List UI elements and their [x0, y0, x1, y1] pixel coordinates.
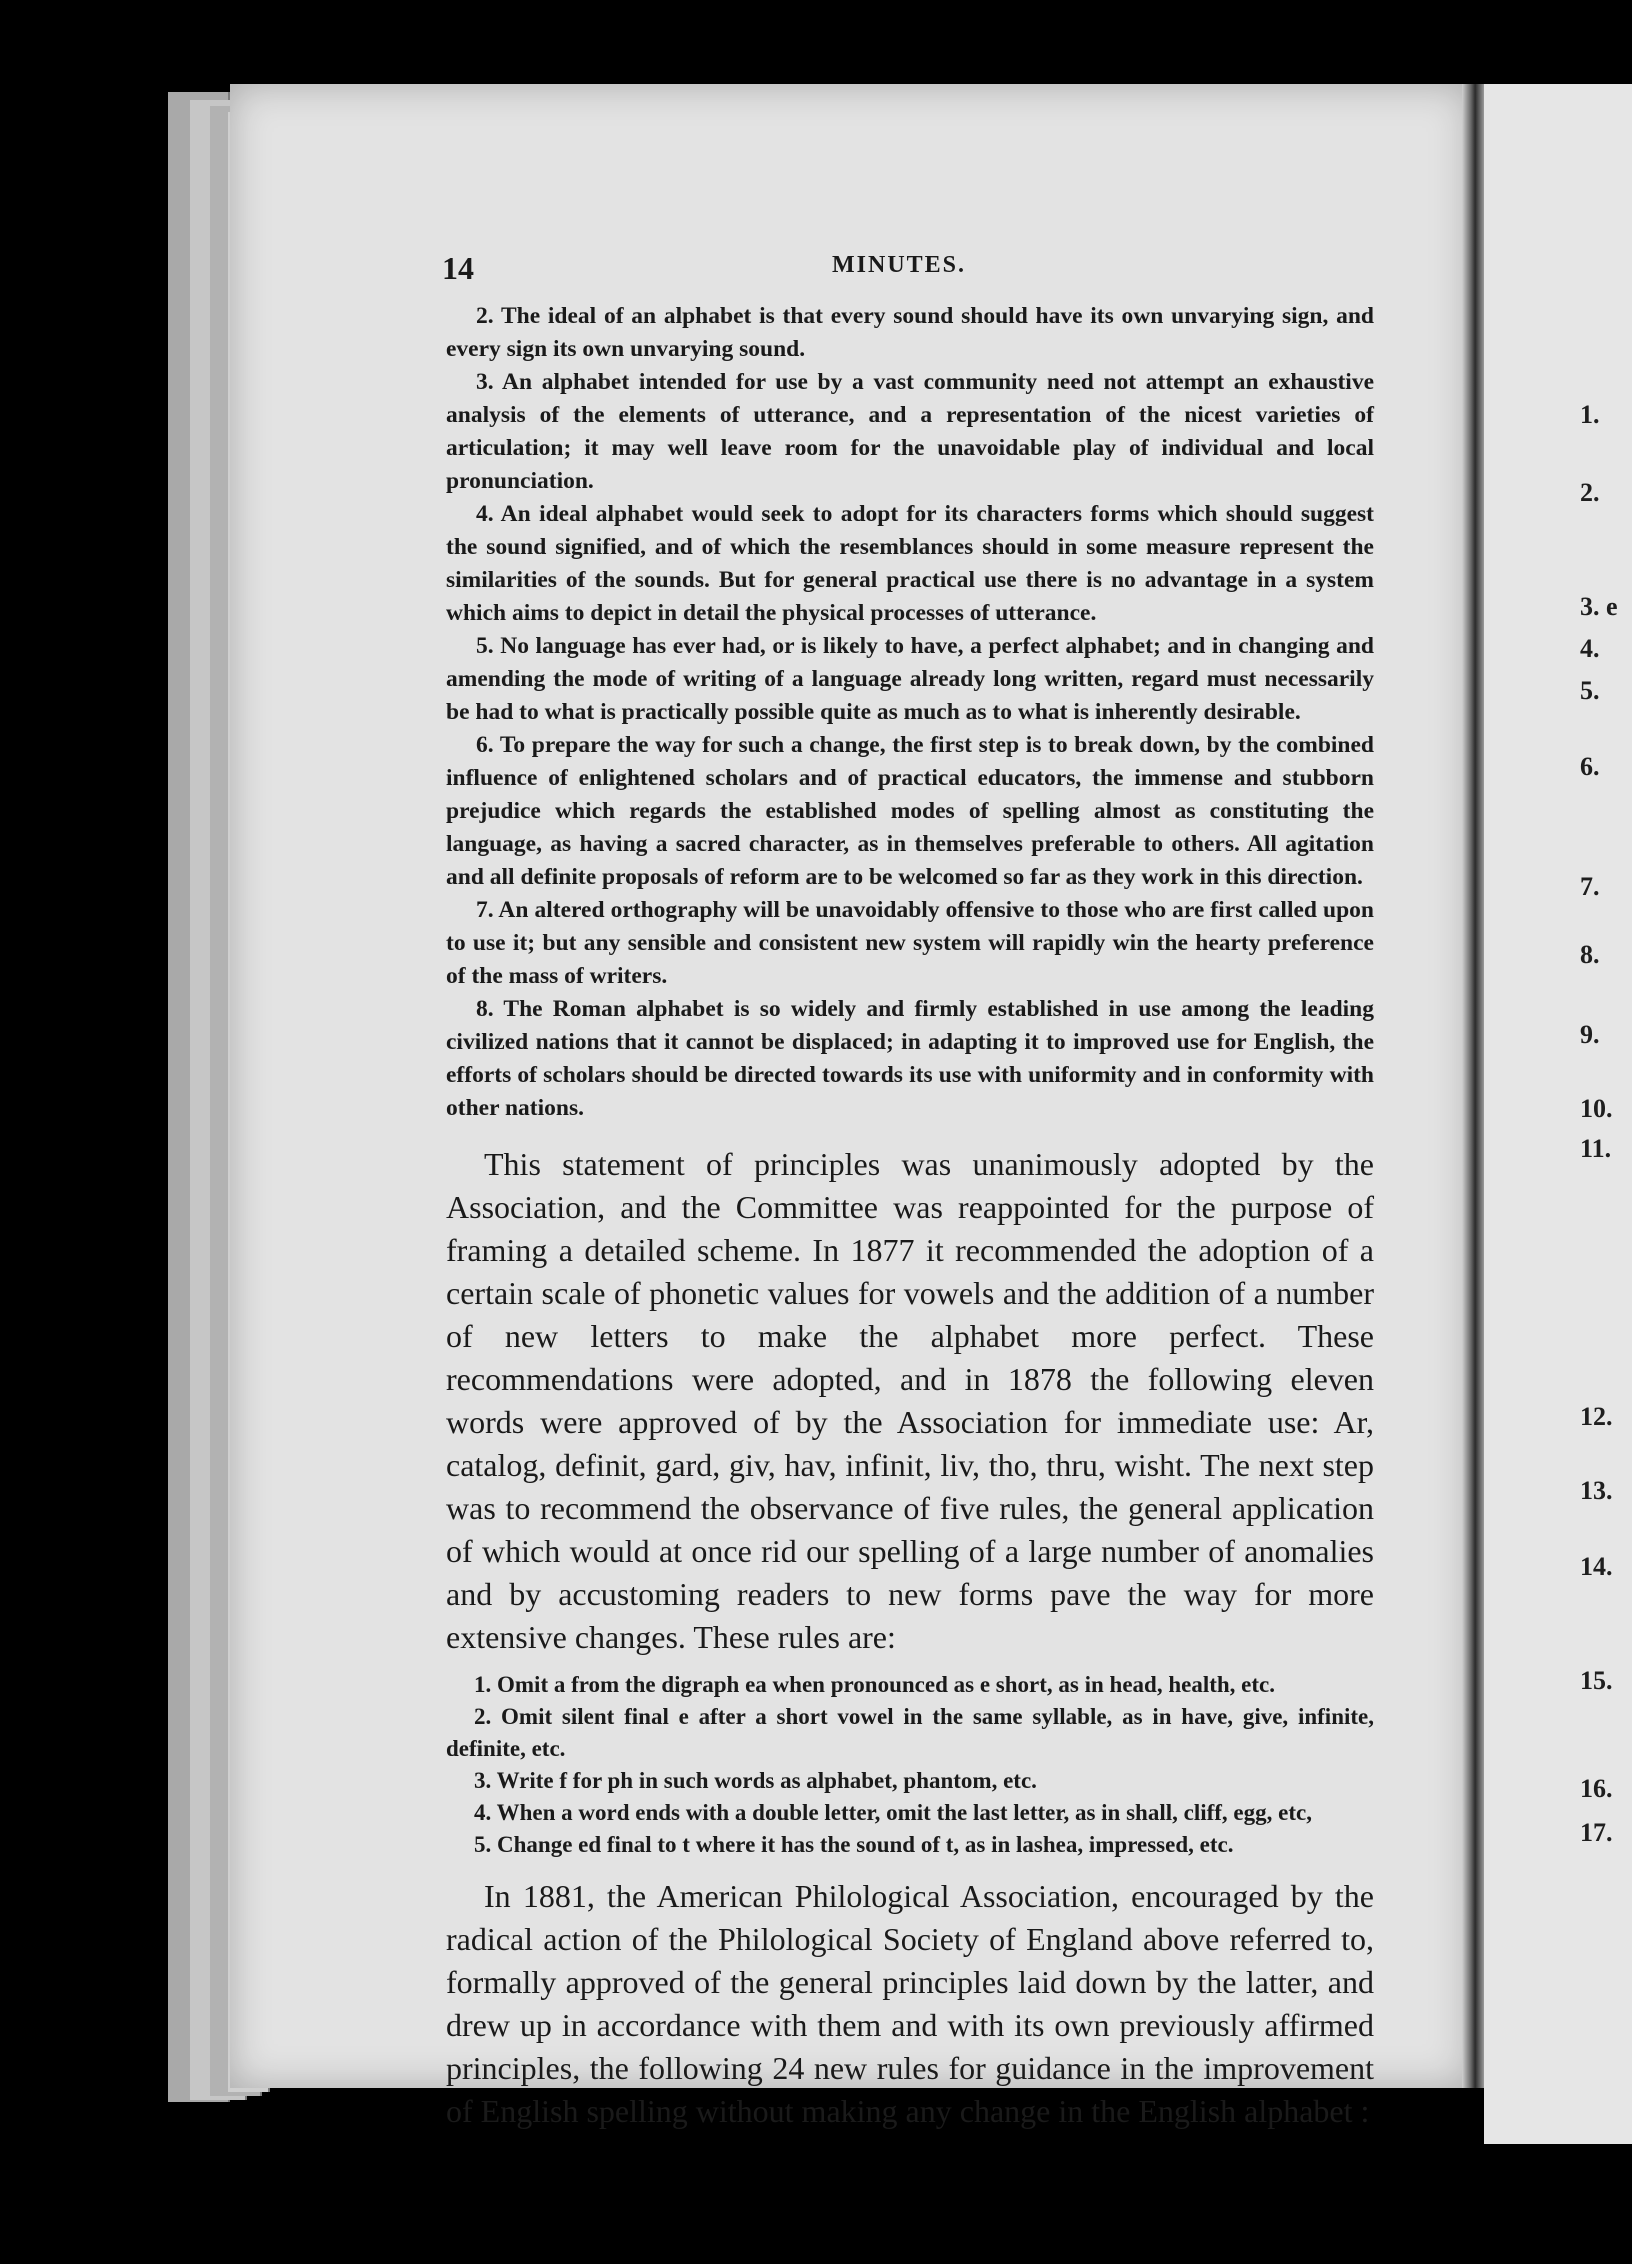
facing-number: 17.	[1580, 1818, 1613, 1847]
principle-item: 3. An alphabet intended for use by a vast community need not attempt an exhaustive analysis of the elements of utterance, and a representation of the nicest varieties of articulation; it may well leave room for the unavoidable play of individual and local pronunciation.	[446, 369, 1374, 494]
running-head: MINUTES.	[832, 252, 967, 278]
facing-number: 3. e	[1580, 592, 1618, 621]
rule-item: 5. Change ed final to t where it has the sound of t, as in lashea, impressed, etc.	[474, 1832, 1234, 1857]
page-content	[446, 300, 1374, 2133]
rule-item: 1. Omit a from the digraph ea when pronounced as e short, as in head, health, etc.	[474, 1672, 1275, 1697]
facing-number: 11.	[1580, 1134, 1612, 1163]
principles-list	[446, 300, 1374, 1125]
facing-number: 14.	[1580, 1552, 1613, 1581]
facing-number: 10.	[1580, 1094, 1613, 1123]
principle-item: 4. An ideal alphabet would seek to adopt for its characters forms which should suggest the sound signified, and of which the resemblances should in some measure represent the similarities of the sounds. But for general practical use there is no advantage in a system which aims to depict in detail the physical processes of utterance.	[446, 501, 1374, 626]
principle-item: 7. An altered orthography will be unavoidably offensive to those who are first called upon to use it; but any sensible and consistent new system will rapidly win the hearty preference of the mass of writers.	[446, 897, 1374, 989]
facing-number: 4.	[1580, 634, 1600, 663]
principle-item: 8. The Roman alphabet is so widely and firmly established in use among the leading civilized nations that it cannot be displaced; in adapting it to improved use for English, the efforts of scholars should be directed towards its use with uniformity and in conformity with other nations.	[446, 996, 1374, 1121]
facing-number: 13.	[1580, 1476, 1613, 1505]
principle-item: 2. The ideal of an alphabet is that every sound should have its own unvarying sign, and every sign its own unvarying sound.	[446, 303, 1374, 362]
facing-number: 15.	[1580, 1666, 1613, 1695]
book-gutter	[1462, 84, 1484, 2088]
principle-item: 6. To prepare the way for such a change, the first step is to break down, by the combined influence of enlightened scholars and of practical educators, the immense and stubborn prejudice which regards the established modes of spelling almost as constituting the language, as having a sacred character, as in themselves preferable to others. All agitation and all definite proposals of reform are to be welcomed so far as they work in this direction.	[446, 732, 1374, 890]
principle-item: 5. No language has ever had, or is likely to have, a perfect alphabet; and in changing and amending the mode of writing of a language already long written, regard must necessarily be had to what is practically possible quite as much as to what is inherently desirable.	[446, 633, 1374, 725]
facing-number: 5.	[1580, 676, 1600, 705]
facing-number: 8.	[1580, 940, 1600, 969]
body-paragraph: This statement of principles was unanimously adopted by the Association, and the Committee was reappointed for the purpose of framing a detailed scheme. In 1877 it recommended the adoption of a certain scale of phonetic values for vowels and the addition of a number of new letters to make the alphabet more perfect. These recommendations were adopted, and in 1878 the following eleven words were approved of by the Association for immediate use: Ar, catalog, definit, gard, giv, hav, infinit, liv, tho, thru, wisht. The next step was to recommend the observance of five rules, the general application of which would at once rid our spelling of a large number of anomalies and by accustoming readers to new forms pave the way for more extensive changes. These rules are:	[446, 1146, 1374, 1655]
rule-item: 3. Write f for ph in such words as alphabet, phantom, etc.	[474, 1768, 1037, 1793]
facing-number: 6.	[1580, 752, 1600, 781]
body-paragraph: In 1881, the American Philological Association, encouraged by the radical action of the Philological Society of England above referred to, formally approved of the general principles laid down by the latter, and drew up in accordance with them and with its own previously affirmed principles, the following 24 new rules for guidance in the improvement of English spelling without making any change in the English alphabet :	[446, 1878, 1374, 2129]
page-number: 14	[442, 250, 474, 286]
rules-list	[446, 1669, 1374, 1861]
facing-number: 7.	[1580, 872, 1600, 901]
facing-number: 12.	[1580, 1402, 1613, 1431]
facing-number: 9.	[1580, 1020, 1600, 1049]
page-header	[442, 250, 1382, 290]
facing-number: 1.	[1580, 400, 1600, 429]
rule-item: 4. When a word ends with a double letter, omit the last letter, as in shall, cliff, egg, etc,	[474, 1800, 1312, 1825]
facing-number: 16.	[1580, 1774, 1613, 1803]
facing-number: 2.	[1580, 478, 1600, 507]
rule-item: 2. Omit silent final e after a short vowel in the same syllable, as in have, give, infinite, definite, etc.	[446, 1704, 1374, 1761]
